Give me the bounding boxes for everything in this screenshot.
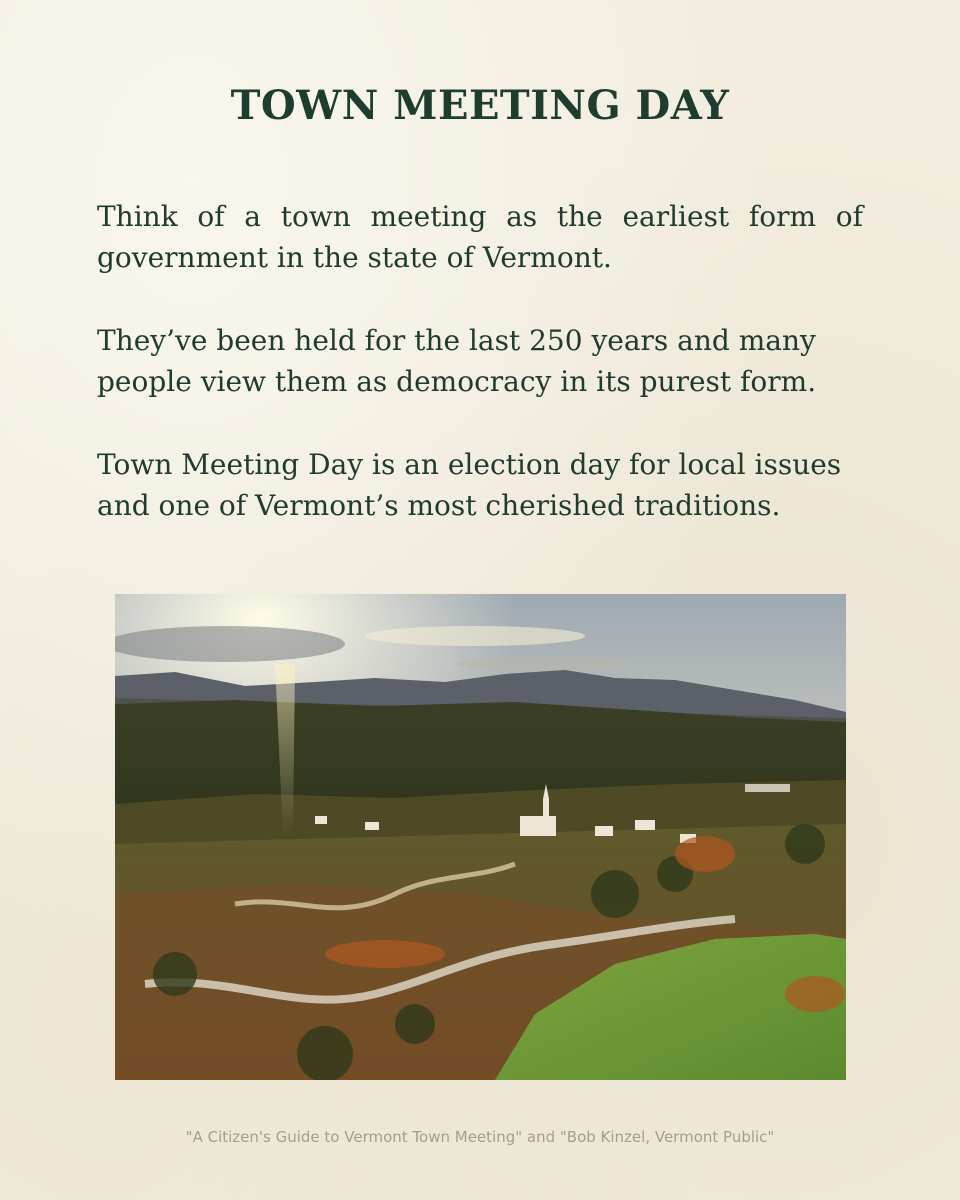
page-title: TOWN MEETING DAY <box>230 82 730 129</box>
paragraph-intro: Think of a town meeting as the earliest form of government in the state of Vermont. <box>97 200 863 274</box>
source-caption: "A Citizen's Guide to Vermont Town Meeting" and "Bob Kinzel, Vermont Public" <box>185 1128 775 1146</box>
paragraph-history: They’ve been held for the last 250 years and many people view them as democracy in its purest form. <box>97 324 817 398</box>
aerial-village-photo <box>115 594 846 1080</box>
paragraph-election: Town Meeting Day is an election day for local issues and one of Vermont’s most cherished traditions. <box>97 448 842 522</box>
